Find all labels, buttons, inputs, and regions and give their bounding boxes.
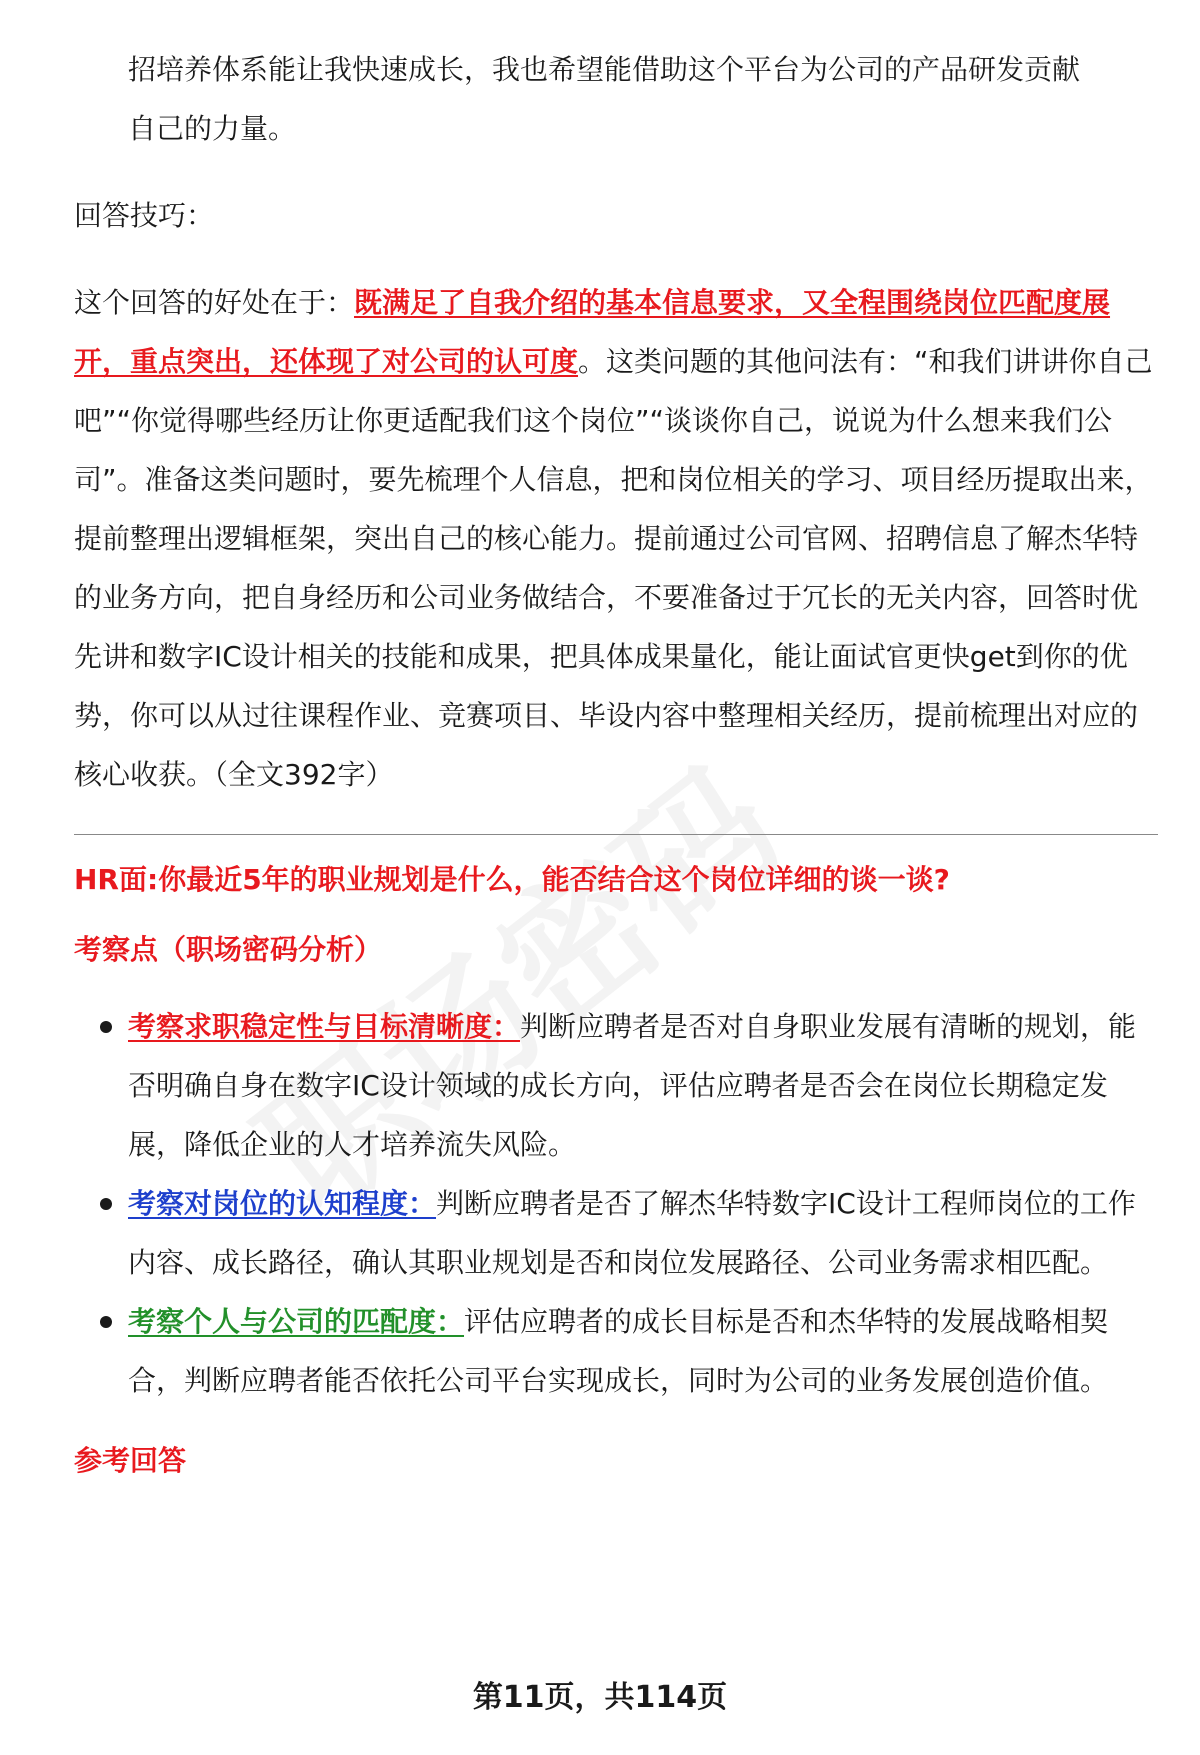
intro-paragraph [74, 40, 1154, 158]
tips-highlight: 既满足了自我介绍的基本信息要求，又全程围绕岗位匹配度展开，重点突出，还体现了对公司的认可度 [74, 286, 1111, 378]
reference-heading: 参考回答 [74, 1444, 187, 1477]
tips-label: 回答技巧： [74, 199, 215, 232]
bullet-icon [100, 1316, 112, 1328]
point-text: 评估应聘者的成长目标是否和杰华特的发展战略相契合，判断应聘者能否依托公司平台实现成长，同时为公司的业务发展创造价值。 [128, 1305, 1109, 1397]
list-item [74, 1174, 1154, 1292]
point-key: 考察求职稳定性与目标清晰度： [128, 1010, 521, 1043]
points-heading: 考察点（职场密码分析） [74, 933, 383, 966]
tips-body: 。这类问题的其他问法有：“和我们讲讲你自己吧”“你觉得哪些经历让你更适配我们这个岗位”“谈谈你自己，说说为什么想来我们公司”。准备这类问题时，要先梳理个人信息，把和岗位相关的学习、项目经历提取出来，提前整理出逻辑框架，突出自己的核心能力。提前通过公司官网、招聘信息了解杰华特的业务方向，把自身经历和公司业务做结合，不要准备过于冗长的无关内容，回答时优先讲和数字IC设计相关的技能和成果，把具体成果量化，能让面试官更快get到你的优势，你可以从过往课程作业、竞赛项目、毕设内容中整理相关经历，提前梳理出对应的核心收获。（全文392字） [74, 345, 1153, 791]
point-text: 判断应聘者是否了解杰华特数字IC设计工程师岗位的工作内容、成长路径，确认其职业规划是否和岗位发展路径、公司业务需求相匹配。 [128, 1187, 1136, 1279]
bullet-icon [100, 1021, 112, 1033]
bullet-icon [100, 1198, 112, 1210]
intro-line-2: 自己的力量。 [128, 112, 297, 145]
page-number: 第11页，共114页 [472, 1680, 728, 1715]
section-divider [74, 834, 1158, 835]
tips-lead: 这个回答的好处在于： [74, 286, 355, 319]
document-page [74, 40, 1154, 1486]
tips-paragraph [74, 273, 1154, 804]
point-key: 考察对岗位的认知程度： [128, 1187, 437, 1220]
points-list [74, 997, 1154, 1410]
point-text: 判断应聘者是否对自身职业发展有清晰的规划，能否明确自身在数字IC设计领域的成长方向，评估应聘者是否会在岗位长期稳定发展，降低企业的人才培养流失风险。 [128, 1010, 1137, 1161]
point-key: 考察个人与公司的匹配度： [128, 1305, 465, 1338]
list-item [74, 997, 1154, 1174]
list-item [74, 1292, 1154, 1410]
question-title: HR面:你最近5年的职业规划是什么，能否结合这个岗位详细的谈一谈? [74, 863, 950, 896]
intro-line-1: 招培养体系能让我快速成长，我也希望能借助这个平台为公司的产品研发贡献 [128, 53, 1081, 86]
